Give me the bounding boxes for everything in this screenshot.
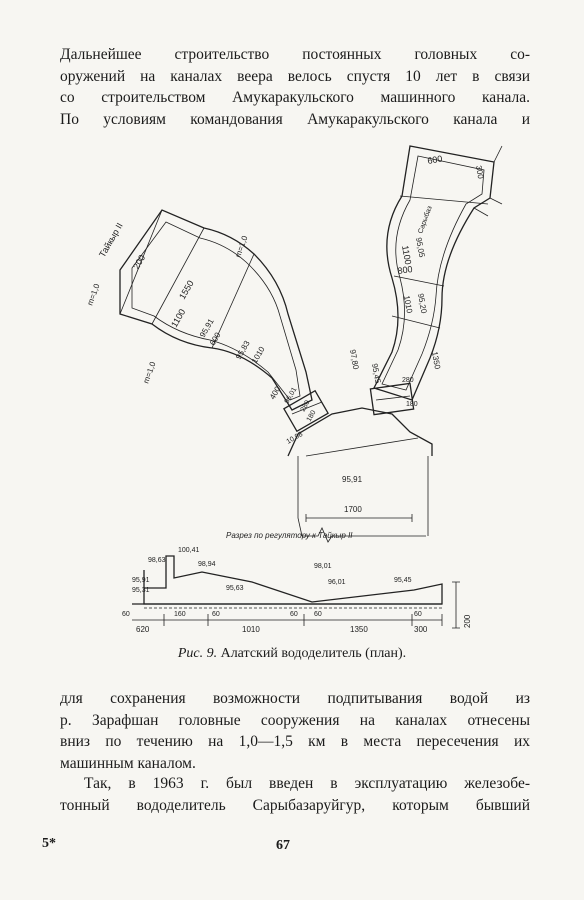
left-canal-inner	[132, 222, 300, 400]
text-line: машинным каналом.	[60, 754, 196, 772]
width-dimension	[306, 514, 412, 522]
paragraph-3	[60, 773, 530, 816]
left-canal-label: Тайкыр II	[97, 221, 125, 259]
text-line: со строительством Амукаракульского машинного канала.	[60, 89, 530, 106]
dim-label: 1100	[400, 244, 414, 266]
section-dim: 160	[174, 611, 186, 618]
figure-9-diagram	[85, 138, 562, 638]
elev-label: 95,83	[233, 339, 252, 361]
section-elev: 100,41	[178, 547, 200, 554]
dim-label: 1100	[169, 307, 188, 329]
dim-label: 800	[396, 263, 414, 276]
dim-label: 1700	[344, 505, 362, 514]
dim-label: 180	[406, 401, 418, 408]
text-line: вниз по течению на 1,0—1,5 км в места пересечения их	[60, 733, 530, 750]
elev-label: 10,98	[285, 430, 305, 446]
dim-label: 400	[267, 384, 283, 401]
section-dim: 60	[290, 611, 298, 618]
canal-label: Сарыбаз	[417, 205, 434, 235]
dim-label: 180	[305, 409, 318, 423]
elev-label: 95,20	[416, 292, 429, 315]
section-length: 1350	[350, 625, 368, 634]
elev-label: 96,01	[283, 386, 299, 405]
caption-label: Рис. 9.	[177, 646, 218, 661]
dim-label: 300	[474, 164, 486, 180]
section-elev: 95,31	[132, 587, 150, 594]
dim-label: 280	[402, 377, 414, 384]
text-line: Дальнейшее строительство постоянных головных со-	[60, 46, 530, 63]
elev-label: 95,45	[370, 362, 383, 385]
section-elev: 95,91	[132, 577, 150, 584]
divider-plan-drawing	[85, 138, 562, 638]
section-elev: 98,01	[314, 563, 332, 570]
dim-label: 280	[299, 399, 312, 413]
dim-label: 200	[131, 252, 148, 271]
section-dim: 60	[122, 611, 130, 618]
dim-label: 600	[207, 330, 223, 347]
section-dim: 60	[314, 611, 322, 618]
section-length: 1010	[242, 625, 260, 634]
section-elev: 95,63	[226, 585, 244, 592]
signature-mark: 5*	[42, 836, 56, 851]
text-line: тонный вододелитель Сарыбазаруйгур, которым бывший	[60, 796, 530, 814]
page-number: 67	[276, 838, 290, 853]
text-line: оружений на каналах веера велось спустя 10 лет в связи	[60, 67, 530, 85]
section-height: 200	[463, 614, 472, 628]
caption-text: Алатский вододелитель (план).	[217, 646, 407, 661]
dim-label: 1350	[430, 350, 442, 370]
slope-label: m=1,0	[233, 234, 250, 259]
text-line: р. Зарафшан головные сооружения на каналах отнесены	[60, 711, 530, 729]
section-length: 620	[136, 625, 150, 634]
paragraph-1	[60, 44, 530, 130]
section-length: 300	[414, 625, 428, 634]
dim-label: 600	[426, 153, 444, 166]
section-elev: 95,45	[394, 577, 412, 584]
text-line: Так, в 1963 г. был введен в эксплуатацию железобе-	[84, 775, 530, 792]
figure-caption	[0, 646, 584, 662]
text-line: для сохранения возможности подпитывания водой из	[60, 690, 530, 707]
section-elev: 98,94	[198, 561, 216, 568]
section-title: Разрез по регулятору к Тайкыр II	[226, 531, 353, 540]
dim-label: 1550	[177, 278, 196, 301]
dim-label: 1010	[249, 345, 267, 365]
section-elev: 96,01	[328, 579, 346, 586]
section-elev: 98,63	[148, 557, 166, 564]
elev-label: 95,91	[342, 475, 363, 484]
elev-label: 95,05	[414, 236, 427, 259]
dim-label: 1010	[402, 294, 414, 314]
slope-label: m=1,0	[85, 282, 102, 307]
slope-label: m=1,0	[141, 360, 158, 385]
section-dim: 60	[212, 611, 220, 618]
text-line: По условиям командования Амукаракульского канала и	[60, 110, 530, 128]
elev-label: 95,91	[197, 317, 216, 339]
paragraph-2	[60, 688, 530, 774]
section-dim: 60	[414, 611, 422, 618]
elev-label: 97,80	[348, 348, 361, 371]
